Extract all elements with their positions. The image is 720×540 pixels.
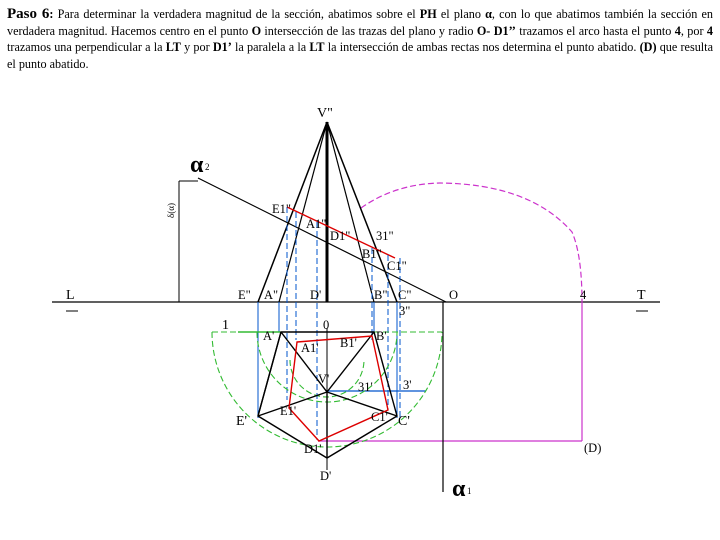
label-0: 0 bbox=[323, 318, 330, 332]
label-bp: B' bbox=[376, 329, 387, 343]
text-run: intersección de las trazas del plano y radio bbox=[261, 23, 477, 38]
label-3p: 3' bbox=[403, 378, 412, 392]
label-d1pp: D1" bbox=[330, 229, 351, 243]
text-run: y por bbox=[180, 40, 213, 55]
label-b1p: B1' bbox=[340, 336, 357, 350]
label-t: T bbox=[637, 288, 646, 303]
rabatment-arc bbox=[361, 183, 582, 302]
text-run: trazamos el arco hasta el punto bbox=[515, 23, 675, 38]
bold-run: LT bbox=[309, 40, 325, 55]
label-alpha2-sub: 2 bbox=[205, 162, 210, 172]
label-e1p: E1' bbox=[280, 404, 297, 418]
edge-v-e bbox=[258, 122, 327, 302]
bold-run: O- D1’’ bbox=[476, 23, 516, 38]
label-a1p: A1' bbox=[301, 341, 319, 355]
label-alpha2: α bbox=[190, 152, 204, 178]
label-3pp: 31" bbox=[376, 229, 394, 243]
edge-v-b bbox=[327, 122, 374, 302]
edge-v-c bbox=[327, 122, 397, 302]
step-title: Paso 6 bbox=[7, 6, 50, 22]
label-4: 4 bbox=[580, 288, 587, 302]
text-run: trazamos una perpendicular a la bbox=[7, 40, 166, 55]
label-a1pp: A1" bbox=[306, 217, 327, 231]
text-run: , por bbox=[680, 23, 707, 38]
label-o: O bbox=[449, 288, 459, 302]
label-l: L bbox=[66, 288, 75, 303]
bold-run: 4 bbox=[674, 23, 681, 38]
step-colon: : bbox=[49, 7, 58, 21]
text-run: la intersección de ambas rectas nos determina el punto abatido. bbox=[324, 40, 640, 55]
label-app: A" bbox=[264, 288, 279, 302]
text-run: la paralela a la bbox=[231, 40, 310, 55]
label-1: 1 bbox=[222, 318, 229, 333]
label-dp-plan: D' bbox=[320, 469, 332, 483]
text-run: el plano bbox=[436, 7, 486, 21]
bold-run: 4 bbox=[706, 23, 713, 38]
label-ap: A' bbox=[263, 329, 275, 343]
label-b1pp: B1" bbox=[362, 247, 382, 261]
label-c1pp: C1" bbox=[387, 259, 407, 273]
label-31p: 31' bbox=[358, 380, 373, 394]
label-cp: C' bbox=[398, 414, 410, 429]
label-d1p: D1' bbox=[304, 442, 322, 456]
bold-run: O bbox=[251, 23, 262, 38]
label-c1p: C1' bbox=[371, 410, 388, 424]
text-run: que resulta el punto abatido. bbox=[7, 40, 713, 71]
bold-run: D1’ bbox=[212, 40, 232, 55]
bold-run: α bbox=[485, 7, 492, 21]
bold-run: (D) bbox=[639, 40, 657, 55]
label-distance: δ(α) bbox=[166, 203, 176, 218]
trace-alpha2 bbox=[198, 178, 446, 302]
text-run: , con lo que abatimos también la sección en verdadera magnitud. Hacemos centro en el punto bbox=[7, 7, 714, 38]
bold-run: LT bbox=[165, 40, 181, 55]
label-dp: D' bbox=[310, 288, 322, 302]
label-alpha1-sub: 1 bbox=[467, 486, 472, 496]
label-3pp-lower: 3" bbox=[399, 304, 411, 318]
label-epp: E" bbox=[238, 288, 251, 302]
label-alpha1: α bbox=[452, 476, 466, 502]
label-v2: V" bbox=[317, 106, 333, 121]
label-vp: V' bbox=[318, 372, 330, 386]
label-cpp: C" bbox=[398, 288, 412, 302]
label-ep: E' bbox=[236, 414, 248, 429]
label-e1pp: E1" bbox=[272, 202, 291, 216]
bold-run: PH bbox=[419, 7, 437, 21]
label-bpp: B" bbox=[374, 288, 388, 302]
text-run: Para determinar la verdadera magnitud de la sección, abatimos sobre el bbox=[57, 7, 420, 21]
label-d-rabatted: (D) bbox=[584, 441, 602, 455]
